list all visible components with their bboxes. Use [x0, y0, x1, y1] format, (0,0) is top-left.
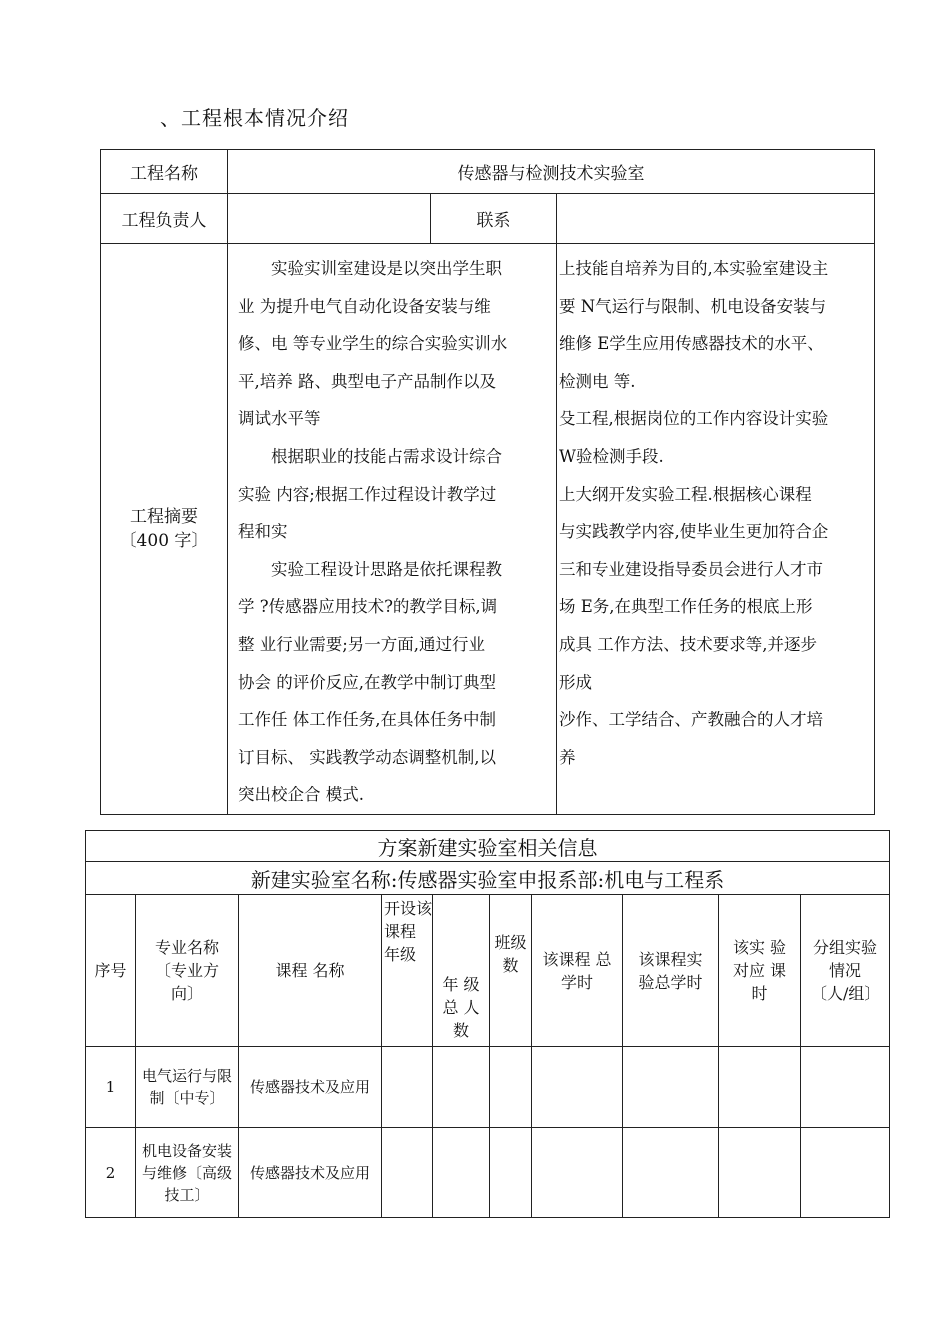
plan-subtitle-row [86, 862, 890, 895]
summary-left-line: 协会 的评价反应,在教学中制订典型 [238, 672, 496, 692]
header-major: 专业名称〔专业方向〕 [136, 895, 239, 1047]
summary-right-line: 与实践教学内容,使毕业生更加符合企 [559, 522, 829, 542]
summary-left-line: 实验实训室建设是以突出学生职 [238, 259, 502, 278]
summary-right-line: 场 E务,在典型工作任务的根底上形 [559, 597, 813, 617]
summary-left-line: 突出校企合 模式. [238, 785, 364, 805]
project-name-row [101, 150, 875, 194]
summary-left-line: 工作任 体工作任务,在具体任务中制 [238, 710, 496, 730]
summary-left-line: 实验工程设计思路是依托课程教 [238, 559, 502, 579]
summary-right-line: 上大纲开发实验工程.根据核心课程 [559, 484, 812, 504]
summary-left-line: 根据职业的技能占需求设计综合 [238, 446, 502, 466]
row-seq: 2 [86, 1128, 136, 1218]
header-lab-course-hours: 该实 验对应 课时 [719, 895, 801, 1047]
project-name-label: 工程名称 [101, 150, 228, 194]
row-lab-hours [623, 1047, 719, 1128]
row-grade-total [433, 1047, 490, 1128]
row-course-hours [532, 1128, 623, 1218]
header-grade-open: 开设该 课程 年级 [382, 895, 433, 1047]
project-leader-row [101, 194, 875, 244]
plan-header-row [86, 895, 890, 1047]
summary-left-line: 整 业行业需要;另一方面,通过行业 [238, 634, 486, 654]
summary-right-line [559, 776, 872, 814]
row-major: 电气运行与限制〔中专〕 [136, 1047, 239, 1128]
row-lab-course-hours [719, 1047, 801, 1128]
summary-right-line: 殳工程,根据岗位的工作内容设计实验 [559, 409, 829, 429]
summary-label-line2: 〔400 字〕 [119, 530, 209, 551]
summary-left-line: 学 ?传感器应用技术?的教学目标,调 [238, 597, 498, 617]
summary-label-line1: 工程摘要 [130, 506, 198, 527]
summary-right-line: 要 N气运行与限制、机电设备安装与 [559, 296, 827, 316]
summary-left-line: 平,培养 路、典型电子产品制作以及 [238, 371, 496, 391]
summary-right-line: W验检测手段. [559, 446, 664, 466]
summary-right-line: 形成 [559, 672, 592, 692]
summary-text-left [228, 244, 557, 815]
plan-subtitle: 新建实验室名称:传感器实验室申报系部:机电与工程系 [86, 862, 890, 895]
project-summary-label [101, 244, 228, 815]
contact-label: 联系 [431, 194, 557, 244]
row-major: 机电设备安装与维修〔高级技工〕 [136, 1128, 239, 1218]
row-lab-course-hours [719, 1128, 801, 1218]
summary-left-line: 实验 内容;根据工作过程设计教学过 [238, 484, 497, 504]
row-grade-open [382, 1128, 433, 1218]
summary-right-line: 成具 工作方法、技术要求等,并逐步 [559, 634, 817, 654]
row-lab-hours [623, 1128, 719, 1218]
contact-value [557, 194, 875, 244]
summary-right-line: 沙作、工学结合、产教融合的人才培 [559, 710, 823, 730]
summary-right-line: 养 [559, 747, 576, 767]
row-class-count [490, 1047, 532, 1128]
project-name-value: 传感器与检测技术实验室 [228, 150, 875, 194]
section-heading: 、工程根本情况介绍 [160, 106, 349, 130]
summary-left-line: 业 为提升电气自动化设备安装与维 [238, 296, 491, 316]
summary-left-line: 订目标、 实践教学动态调整机制,以 [238, 747, 496, 767]
summary-left-line: 修、电 等专业学生的综合实验实训水 [238, 334, 508, 354]
project-leader-label: 工程负责人 [101, 194, 228, 244]
summary-right-line: 上技能自培养为目的,本实验室建设主 [559, 259, 829, 278]
row-grade-total [433, 1128, 490, 1218]
row-group-info [801, 1128, 890, 1218]
row-course: 传感器技术及应用 [239, 1047, 382, 1128]
summary-right-line: 维修 E学生应用传感器技术的水平、 [559, 334, 824, 354]
plan-title-row [86, 831, 890, 862]
header-class-count: 班级数 [490, 895, 532, 1047]
table-row [86, 1047, 890, 1128]
project-summary-row [101, 244, 875, 815]
row-course: 传感器技术及应用 [239, 1128, 382, 1218]
row-group-info [801, 1047, 890, 1128]
table-row [86, 1128, 890, 1218]
summary-right-line: 检测电 等. [559, 371, 636, 391]
lab-plan-table [85, 830, 890, 1218]
row-grade-open [382, 1047, 433, 1128]
header-course-hours: 该课程 总学时 [532, 895, 623, 1047]
project-info-table [100, 149, 875, 815]
header-lab-hours: 该课程实验总学时 [623, 895, 719, 1047]
plan-title: 方案新建实验室相关信息 [86, 831, 890, 862]
header-course: 课程 名称 [239, 895, 382, 1047]
row-class-count [490, 1128, 532, 1218]
header-seq: 序号 [86, 895, 136, 1047]
summary-text-right [557, 244, 875, 815]
summary-left-line: 程和实 [238, 522, 288, 542]
summary-left-line: 调试水平等 [238, 409, 321, 429]
header-group-info: 分组实验情况〔人/组〕 [801, 895, 890, 1047]
summary-right-line: 三和专业建设指导委员会进行人才市 [559, 559, 823, 579]
row-course-hours [532, 1047, 623, 1128]
project-leader-value [228, 194, 431, 244]
header-grade-total: 年 级总 人数 [433, 895, 490, 1047]
row-seq: 1 [86, 1047, 136, 1128]
